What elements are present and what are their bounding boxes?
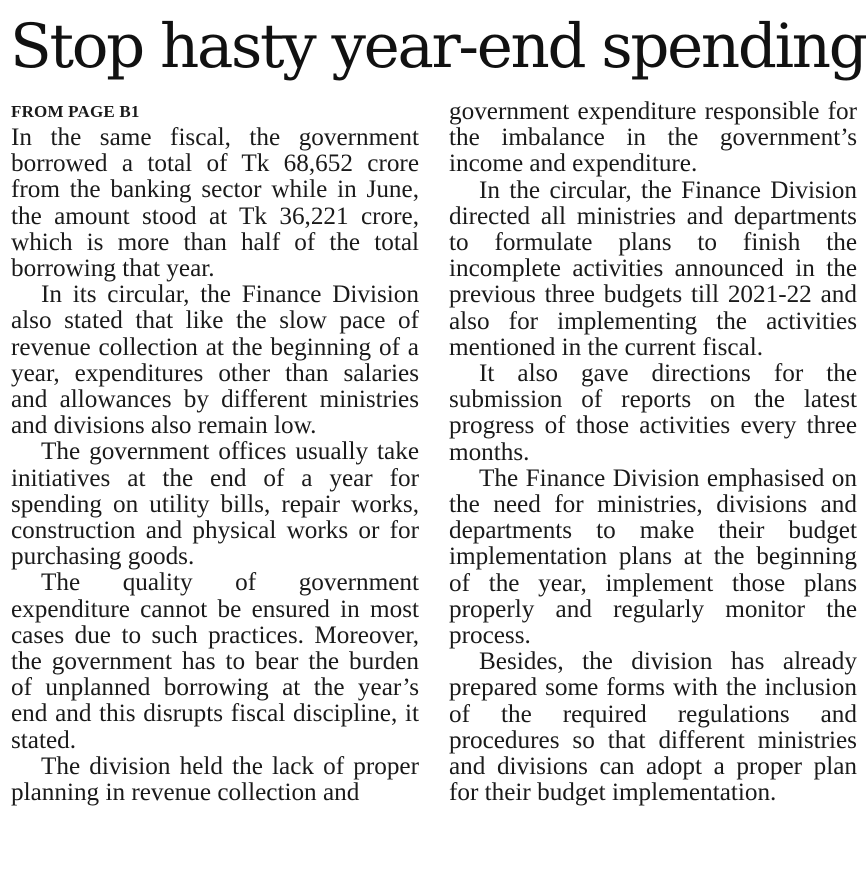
paragraph: Besides, the division has already prepared some forms with the inclusion of the required regulations and procedures so that different ministries and divisions can adopt a proper plan for their budget implementation. <box>449 648 857 807</box>
paragraph: It also gave directions for the submission of reports on the latest progress of those activities every three months. <box>449 360 857 466</box>
article-column-right <box>449 99 857 806</box>
paragraph: The division held the lack of proper planning in revenue collection and <box>11 752 419 807</box>
paragraph: In the same fiscal, the government borrowed a total of Tk 68,652 crore from the banking sector while in June, the amount stood at Tk 36,221 crore, which is more than half of the total borrowing that year. <box>11 124 419 283</box>
paragraph: The quality of government expenditure cannot be ensured in most cases due to such practices. Moreover, the government has to bear the burden of unplanned borrowing at the year’s end and this disrupts fiscal discipline, it stated. <box>11 569 419 754</box>
paragraph: government expenditure responsible for the imbalance in the government’s income and expenditure. <box>449 98 857 178</box>
headline: Stop hasty year-end spending <box>10 11 866 82</box>
paragraph: The Finance Division emphasised on the need for ministries, divisions and departments to make their budget implementation plans at the beginning of the year, implement those plans properly and regularly monitor the process. <box>449 464 857 650</box>
jump-line: FROM PAGE B1 <box>11 102 140 121</box>
paragraph: In the circular, the Finance Division directed all ministries and departments to formulate plans to finish the incomplete activities announced in the previous three budgets till 2021-22 and also for implementing the activities mentioned in the current fiscal. <box>449 176 857 361</box>
paragraph: In its circular, the Finance Division also stated that like the slow pace of revenue collection at the beginning of a year, expenditures other than salaries and allowances by different ministries and divisions also remain low. <box>11 281 419 440</box>
paragraph: The government offices usually take initiatives at the end of a year for spending on utility bills, repair works, construction and physical works or for purchasing goods. <box>11 438 419 571</box>
article-column-left <box>11 99 419 806</box>
